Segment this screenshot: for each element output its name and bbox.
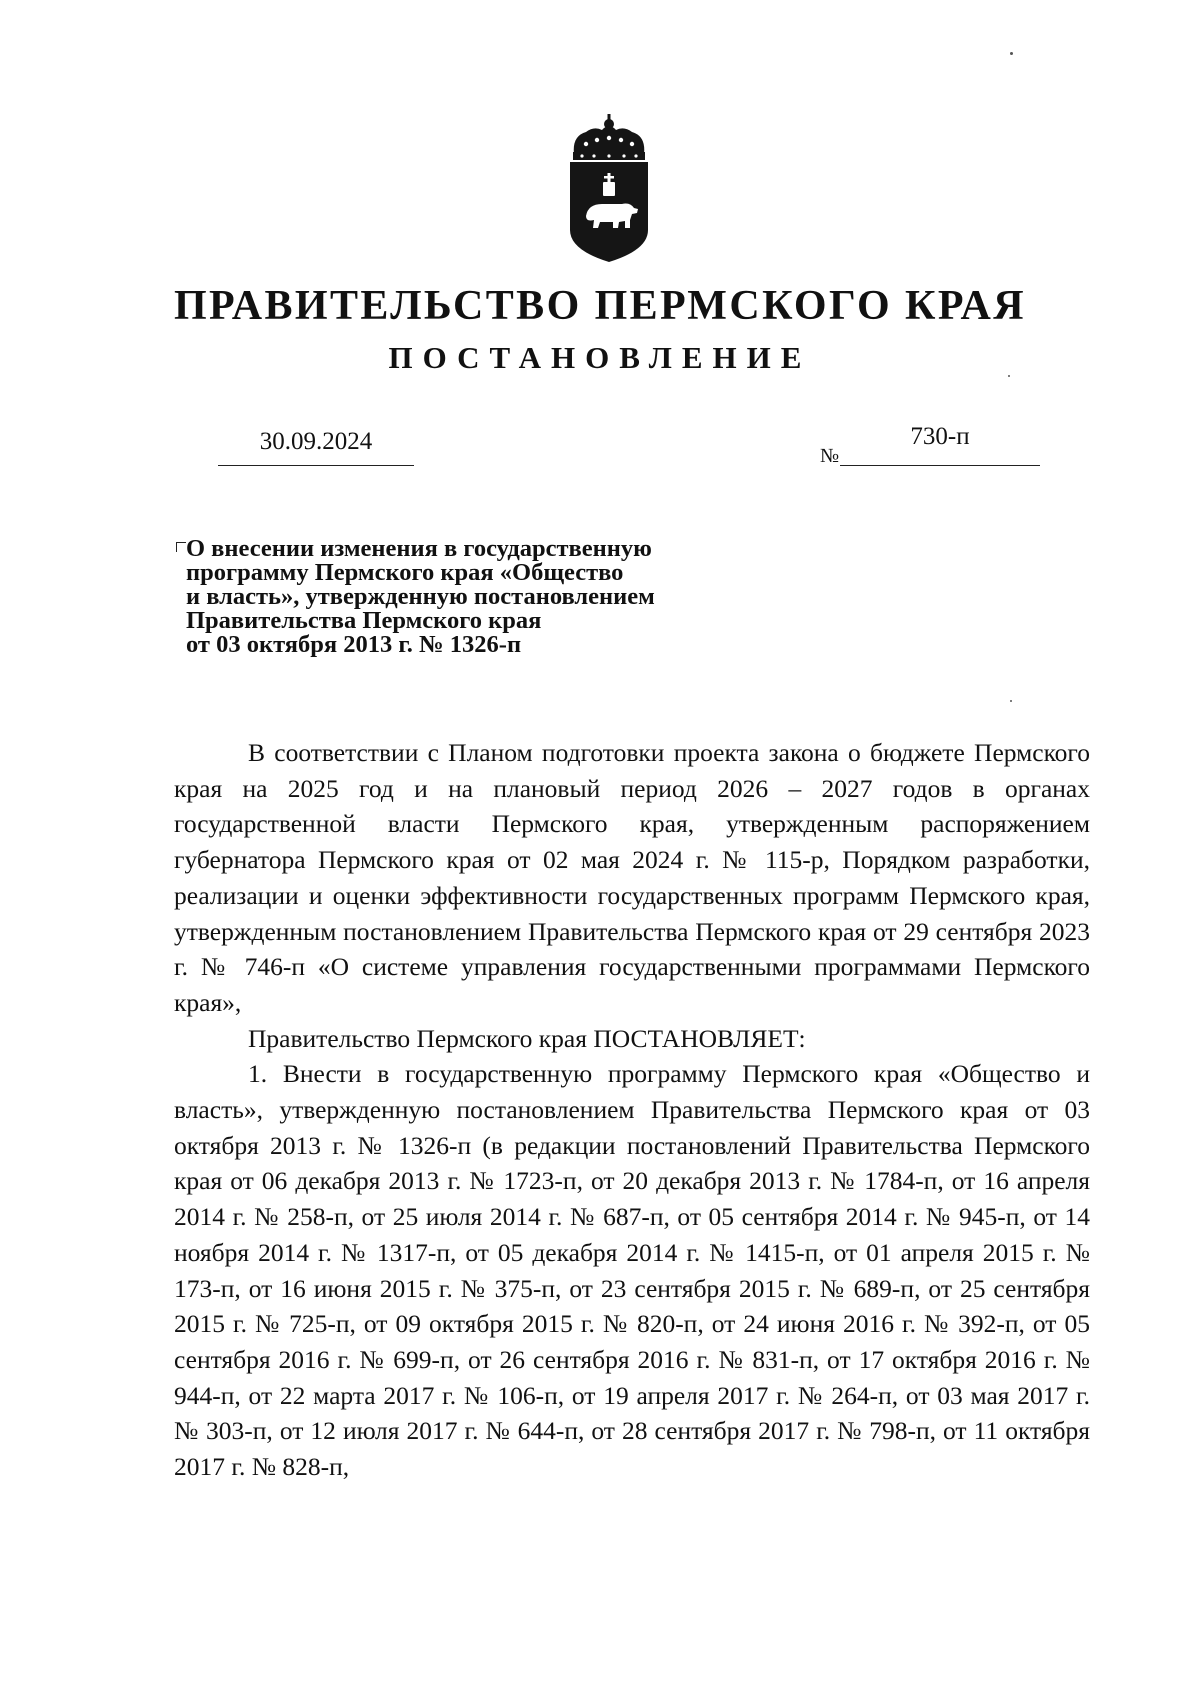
scan-speck xyxy=(1010,52,1013,55)
scan-speck xyxy=(1010,700,1012,702)
scan-speck xyxy=(1008,375,1010,377)
subject-line: и власть», утвержденную постановлением xyxy=(186,583,655,610)
subject-line: от 03 октября 2013 г. № 1326-п xyxy=(186,631,522,658)
number-sign: № xyxy=(820,445,840,467)
document-type-title: ПОСТАНОВЛЕНИЕ xyxy=(388,340,812,375)
subject-line: программу Пермского края «Общество xyxy=(186,559,624,586)
subject-line: Правительства Пермского края xyxy=(186,607,542,634)
date-underline xyxy=(218,465,414,466)
subject-line: О внесении изменения в государственную xyxy=(186,535,652,562)
document-subject xyxy=(186,537,786,657)
number-underline xyxy=(840,465,1040,466)
body-paragraph-preamble: В соответствии с Планом подготовки проекта закона о бюджете Пермского края на 2025 год и на плановый период 2026 – 2027 годов в органах государственной власти Пермского края, утвержденным распоряжением губернатора Пермского края от 02 мая 2024 г. № 115-р, Порядком разработки, реализации и оценки эффективности государственных программ Пермского края, утвержденным постановлением Правительства Пермского края от 29 сентября 2023 г. № 746-п «О системе управления государственными программами Пермского края», xyxy=(174,738,1090,1017)
perm-krai-coat-of-arms-icon xyxy=(564,112,654,264)
government-title: ПРАВИТЕЛЬСТВО ПЕРМСКОГО КРАЯ xyxy=(173,283,1026,329)
document-body xyxy=(174,735,1090,1485)
subject-corner-mark xyxy=(176,542,186,552)
document-number: 730-п xyxy=(910,423,970,450)
document-date: 30.09.2024 xyxy=(259,428,373,455)
body-paragraph-item-1: 1. Внести в государственную программу Пермского края «Общество и власть», утвержденную постановлением Правительства Пермского края от 03 октября 2013 г. № 1326-п (в редакции постановлений Правительства Пермского края от 06 декабря 2013 г. № 1723-п, от 20 декабря 2013 г. № 1784-п, от 16 апреля 2014 г. № 258-п, от 25 июля 2014 г. № 687-п, от 05 сентября 2014 г. № 945-п, от 14 ноября 2014 г. № 1317-п, от 05 декабря 2014 г. № 1415-п, от 01 апреля 2015 г. № 173-п, от 16 июня 2015 г. № 375-п, от 23 сентября 2015 г. № 689-п, от 25 сентября 2015 г. № 725-п, от 09 октября 2015 г. № 820-п, от 24 июня 2016 г. № 392-п, от 05 сентября 2016 г. № 699-п, от 26 сентября 2016 г. № 831-п, от 17 октября 2016 г. № 944-п, от 22 марта 2017 г. № 106-п, от 19 апреля 2017 г. № 264-п, от 03 мая 2017 г. № 303-п, от 12 июля 2017 г. № 644-п, от 28 сентября 2017 г. № 798-п, от 11 октября 2017 г. № 828-п, xyxy=(174,1059,1090,1482)
body-paragraph-resolution: Правительство Пермского края ПОСТАНОВЛЯЕТ: xyxy=(248,1023,806,1053)
